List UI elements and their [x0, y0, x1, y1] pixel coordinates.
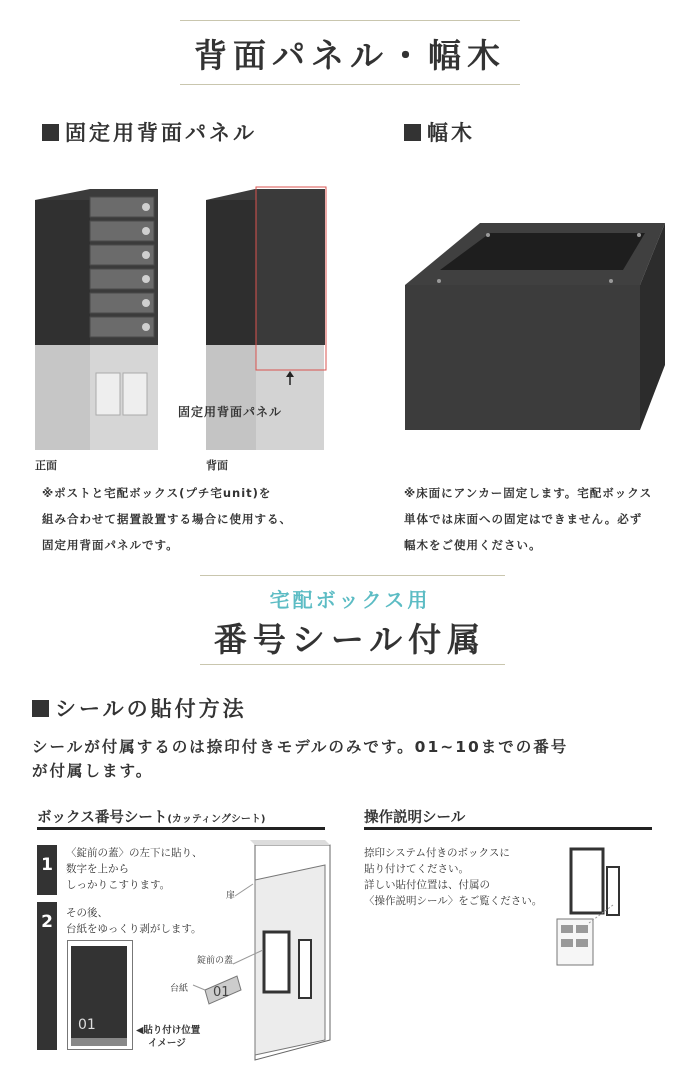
step-1-badge: 1	[37, 845, 57, 895]
section2-kicker: 宅配ボックス用	[269, 588, 431, 612]
lock-cover-label: 錠前の蓋	[197, 956, 234, 966]
skirting-heading: 幅木	[404, 117, 475, 147]
position-label: ◀貼り付け位置 イメージ	[136, 1025, 201, 1049]
front-label: 正面	[35, 459, 57, 472]
door-illustration	[165, 840, 335, 1065]
box-sheet-title: ボックス番号シート(カッティングシート)	[37, 810, 266, 826]
sample-door-panel	[67, 940, 133, 1050]
panel-heading: 固定用背面パネル	[42, 117, 257, 147]
method-heading: シールの貼付方法	[32, 693, 247, 723]
instruction-sticker-title: 操作説明シール	[364, 810, 466, 826]
section2-underline	[200, 664, 505, 665]
sample-number: 01	[78, 1017, 96, 1033]
step-2-text: その後、 台紙をゆっくり剥がします。	[66, 907, 202, 935]
panel-callout: 固定用背面パネル	[178, 405, 283, 419]
sample-strip	[71, 1038, 127, 1046]
title-underline	[180, 84, 520, 85]
sticker-description: シールが付属するのは捺印付きモデルのみです。01~10までの番号 が付属します。	[32, 738, 569, 780]
step-1-text: 〈錠前の蓋〉の左下に貼り、 数字を上から しっかりこすります。	[66, 847, 203, 891]
square-bullet-icon	[42, 124, 59, 141]
top-rule	[180, 20, 520, 21]
instruction-sticker-text: 捺印システム付きのボックスに 貼り付けてください。 詳しい貼付位置は、付属の 〈操作説明シール〉をご覧ください。	[364, 847, 543, 907]
sticker-number: 01	[213, 985, 230, 1000]
backing-label: 台紙	[170, 984, 189, 994]
box-sheet-bar	[37, 827, 325, 830]
skirting-note: ※床面にアンカー固定します。宅配ボックス 単体では床面への固定はできません。必ず 幅木をご使用ください。	[404, 486, 653, 552]
section-title-panel: 背面パネル・幅木	[194, 36, 506, 75]
section2-top-rule	[200, 575, 505, 576]
front-unit-image	[30, 185, 165, 455]
instruction-sticker-bar	[364, 827, 652, 830]
square-bullet-icon	[404, 124, 421, 141]
door-label: 扉	[226, 891, 236, 901]
step-2-badge: 2	[37, 902, 57, 1050]
back-label: 背面	[206, 459, 228, 472]
panel-note: ※ポストと宅配ボックス(プチ宅unit)を 組み合わせて据置設置する場合に使用する、 固定用背面パネルです。	[42, 486, 292, 552]
section2-title: 番号シール付属	[213, 620, 487, 659]
instruction-sticker-illustration	[545, 843, 665, 973]
square-bullet-icon	[32, 700, 49, 717]
skirting-image	[395, 215, 675, 435]
